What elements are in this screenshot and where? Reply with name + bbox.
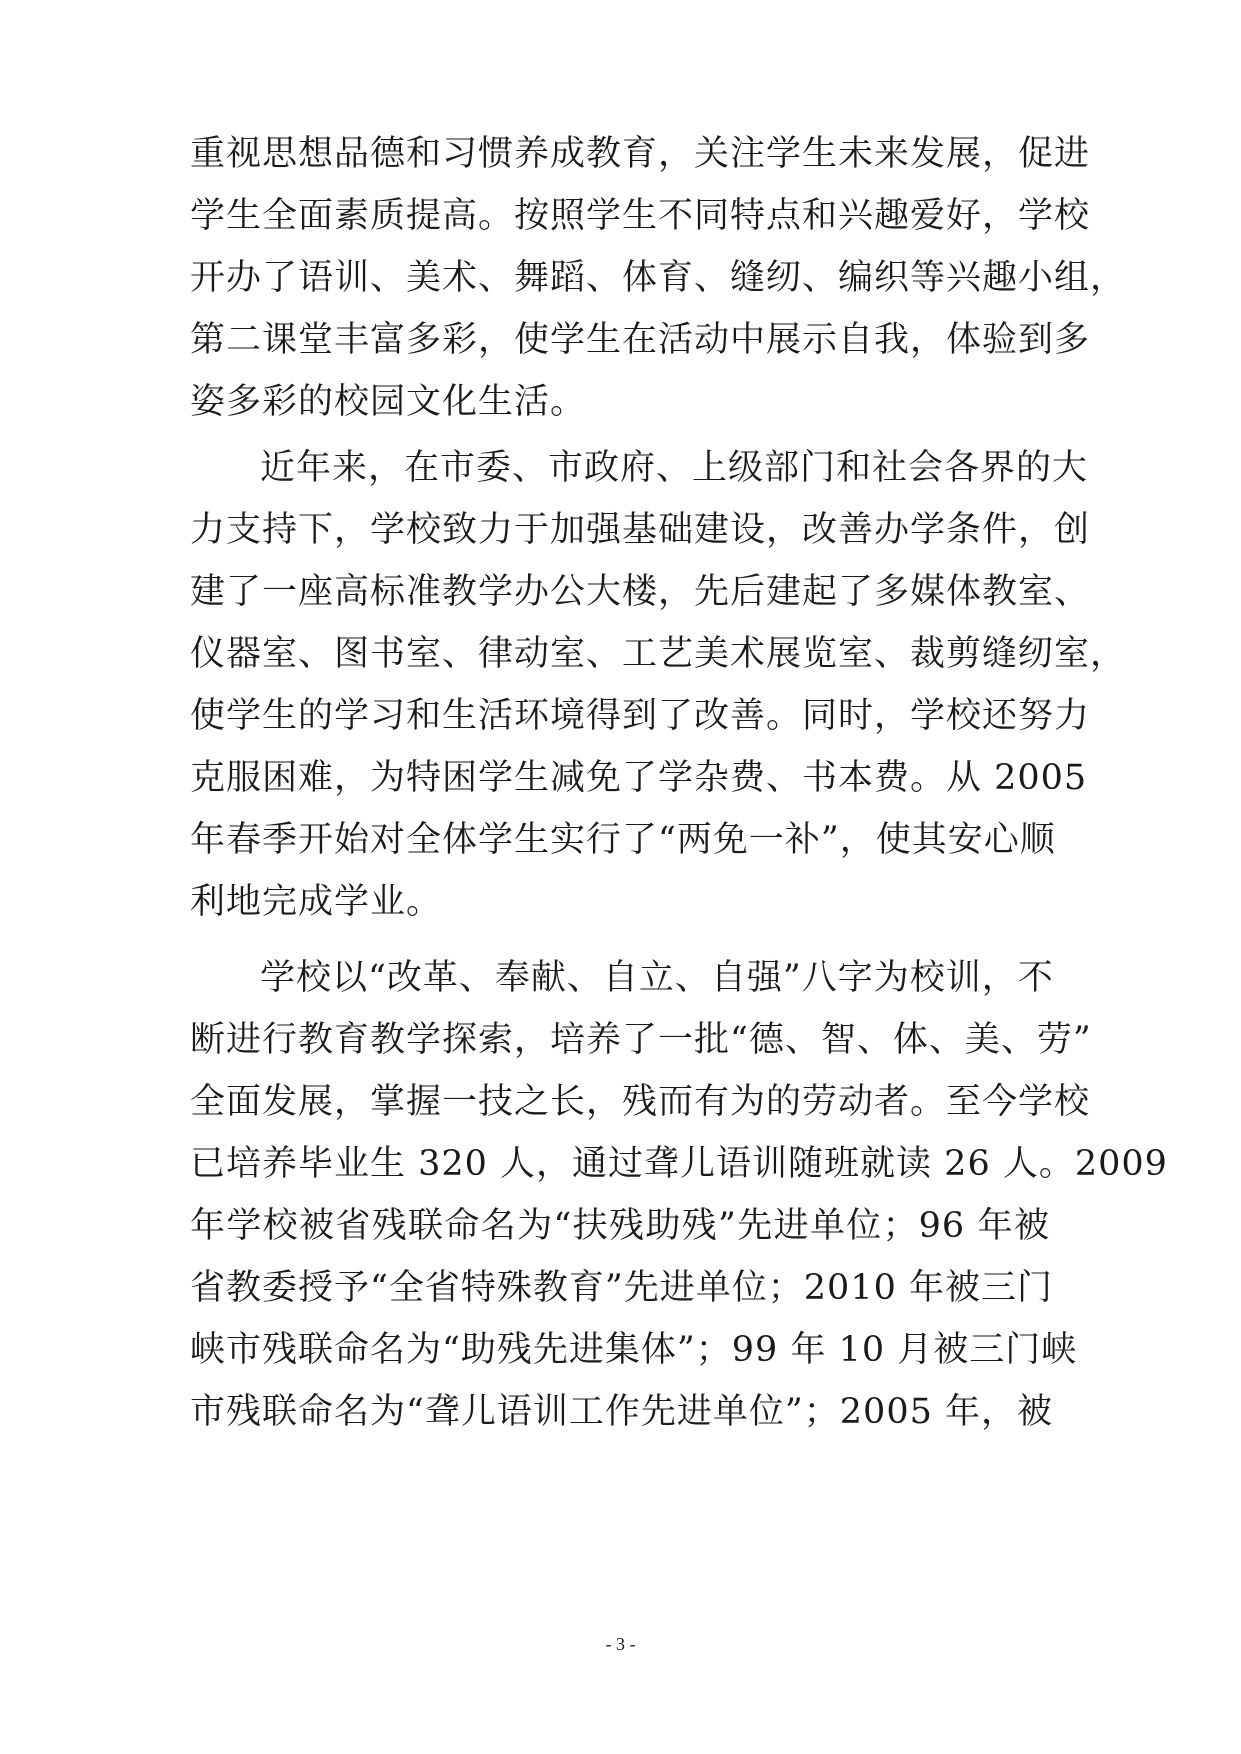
paragraph-1-line-5: 姿多彩的校园文化生活。	[190, 382, 587, 422]
paragraph-2-line-2: 力支持下，学校致力于加强基础建设，改善办学条件，创	[190, 510, 1091, 550]
paragraph-2-line-7: 年春季开始对全体学生实行了“两免一补”，使其安心顺	[190, 820, 1056, 860]
paragraph-3-line-5: 年学校被省残联命名为“扶残助残”先进单位；96 年被	[190, 1206, 1050, 1246]
paragraph-3-line-2: 断进行教育教学探索，培养了一批“德、智、体、美、劳”	[190, 1020, 1092, 1060]
paragraph-2-line-5: 使学生的学习和生活环境得到了改善。同时，学校还努力	[190, 696, 1091, 736]
paragraph-2-line-3: 建了一座高标准教学办公大楼，先后建起了多媒体教室、	[190, 572, 1091, 612]
paragraph-1-line-3: 开办了语训、美术、舞蹈、体育、缝纫、编织等兴趣小组，	[190, 258, 1127, 298]
paragraph-2-line-6: 克服困难，为特困学生减免了学杂费、书本费。从 2005	[190, 758, 1088, 798]
paragraph-1-line-4: 第二课堂丰富多彩，使学生在活动中展示自我，体验到多	[190, 320, 1091, 360]
paragraph-3-line-6: 省教委授予“全省特殊教育”先进单位；2010 年被三门	[190, 1268, 1053, 1308]
paragraph-1-line-2: 学生全面素质提高。按照学生不同特点和兴趣爱好，学校	[190, 196, 1091, 236]
paragraph-2-line-1: 近年来，在市委、市政府、上级部门和社会各界的大	[260, 448, 1089, 488]
paragraph-2-line-4: 仪器室、图书室、律动室、工艺美术展览室、裁剪缝纫室，	[190, 634, 1127, 674]
page-number: - 3 -	[605, 1634, 636, 1654]
paragraph-3-line-3: 全面发展，掌握一技之长，残而有为的劳动者。至今学校	[190, 1082, 1091, 1122]
paragraph-3-line-1: 学校以“改革、奉献、自立、自强”八字为校训，不	[260, 958, 1054, 998]
paragraph-2-line-8: 利地完成学业。	[190, 882, 443, 922]
paragraph-1-line-1: 重视思想品德和习惯养成教育，关注学生未来发展，促进	[190, 134, 1091, 174]
paragraph-3-line-4: 已培养毕业生 320 人，通过聋儿语训随班就读 26 人。2009	[190, 1144, 1168, 1184]
paragraph-3-line-8: 市残联命名为“聋儿语训工作先进单位”；2005 年，被	[190, 1392, 1053, 1432]
paragraph-3-line-7: 峡市残联命名为“助残先进集体”；99 年 10 月被三门峡	[190, 1330, 1078, 1370]
